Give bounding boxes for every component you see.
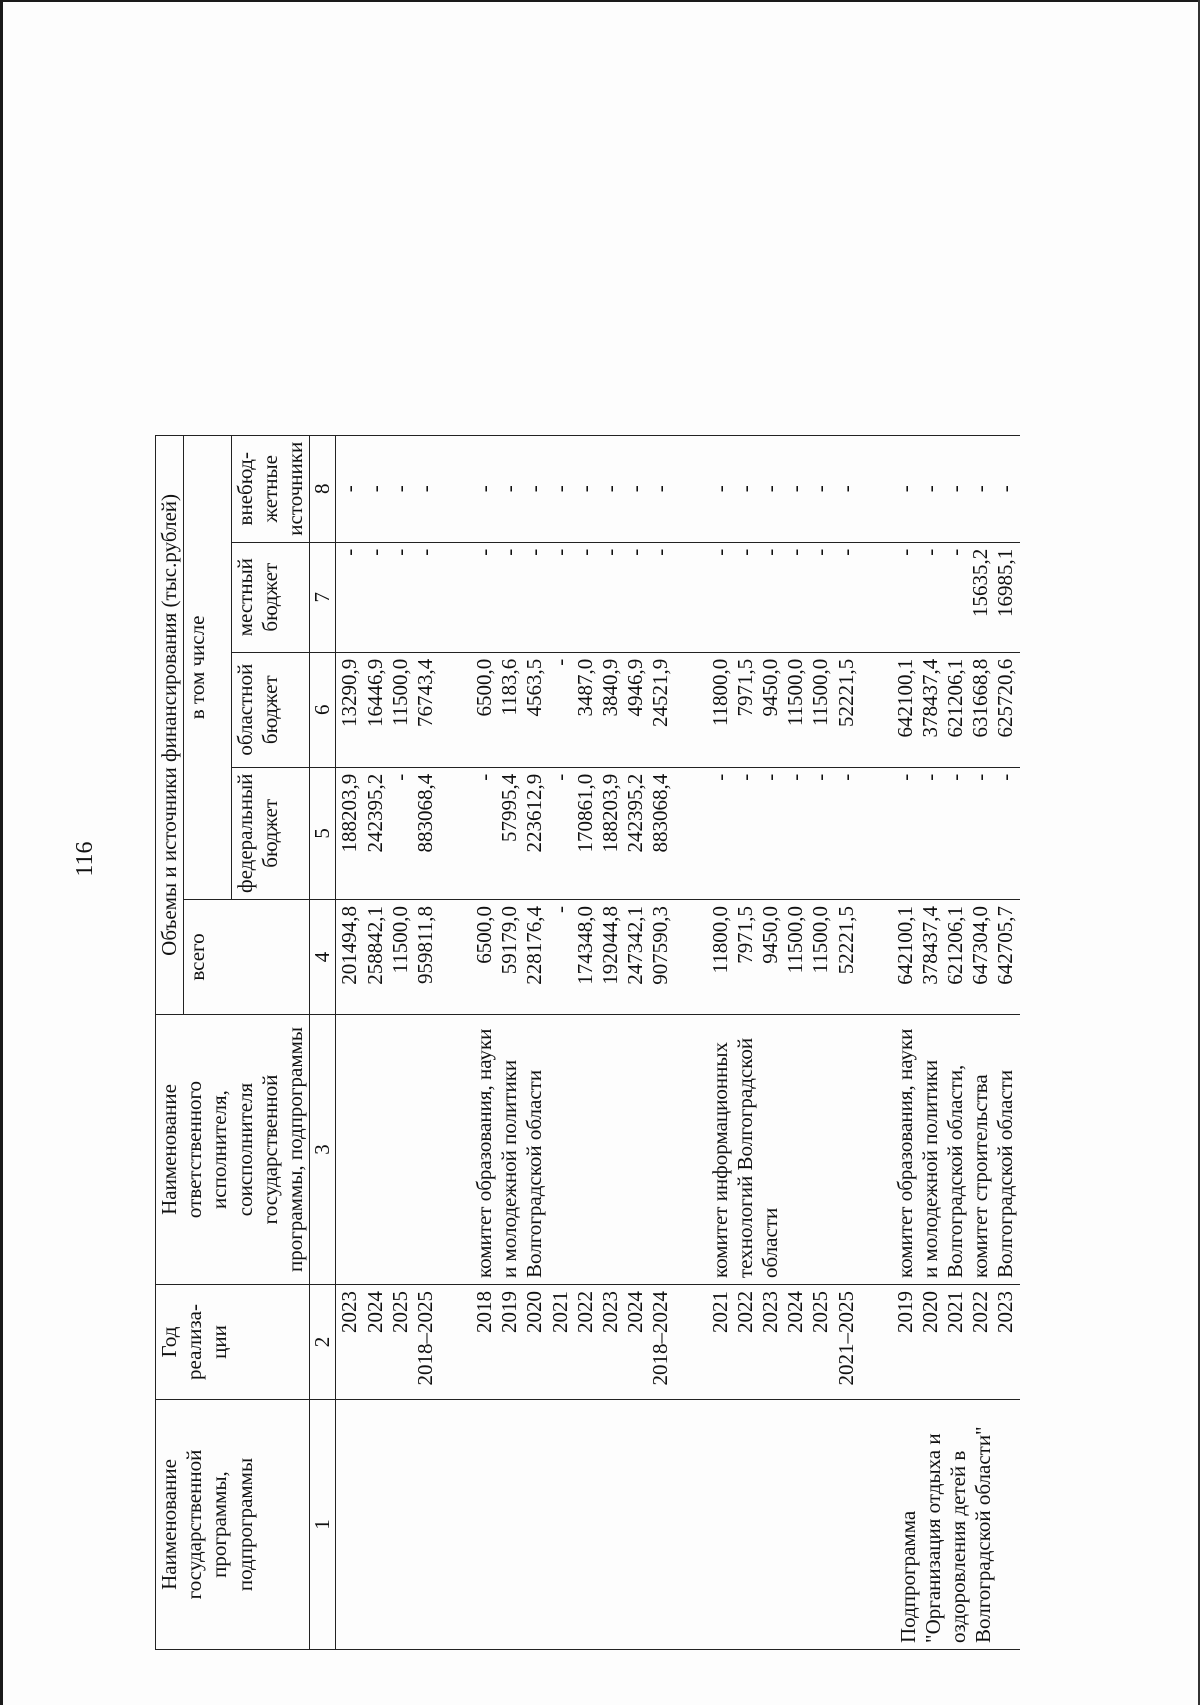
table-row: [336, 435, 439, 1649]
executor-cell: комитет информационных технологий Волгоградской области: [707, 1015, 860, 1285]
extra-cell: - - - - -: [892, 435, 1020, 542]
local-cell: - - - - - - - -: [471, 542, 675, 652]
total-cell: 201494,8 258842,1 11500,0 959811,8: [336, 900, 439, 1015]
federal-cell: - 57995,4 223612,9 - 170861,0 188203,9 242395,2 883068,4: [471, 767, 675, 899]
header-year: Год реализа-ции: [156, 1285, 310, 1400]
header-extra: внебюд-жетные источники: [231, 435, 310, 542]
total-cell: 6500,0 59179,0 228176,4 - 174348,0 192044,8 247342,1 907590,3: [471, 900, 675, 1015]
federal-cell: 188203,9 242395,2 - 883068,4: [336, 767, 439, 899]
program-name-cell: [336, 1400, 439, 1650]
year-cell: 2018 2019 2020 2021 2022 2023 2024 2018–2024: [471, 1285, 675, 1400]
total-cell: 642100,1 378437,4 621206,1 647304,0 642705,7: [892, 900, 1020, 1015]
scan-edge-left: [0, 0, 3, 1705]
financing-table: [155, 435, 1020, 1650]
local-cell: - - - 15635,2 16985,1: [892, 542, 1020, 652]
page-number: 116: [72, 841, 98, 877]
regional-cell: 13290,9 16446,9 11500,0 76743,4: [336, 652, 439, 767]
extra-cell: - - - - - - - -: [471, 435, 675, 542]
table-row: [707, 435, 860, 1649]
header-total: всего: [184, 900, 310, 1015]
column-number: 1: [310, 1400, 336, 1650]
column-number: 8: [310, 435, 336, 542]
year-cell: 2021 2022 2023 2024 2025 2021–2025: [707, 1285, 860, 1400]
federal-cell: - - - - -: [892, 767, 1020, 899]
column-number: 6: [310, 652, 336, 767]
header-regional: областной бюджет: [231, 652, 310, 767]
year-cell: 2023 2024 2025 2018–2025: [336, 1285, 439, 1400]
extra-cell: - - - -: [336, 435, 439, 542]
table-row: [892, 435, 1020, 1649]
header-local: местный бюджет: [231, 542, 310, 652]
column-number: 7: [310, 542, 336, 652]
local-cell: - - - - - -: [707, 542, 860, 652]
header-including: в том числе: [184, 435, 231, 899]
year-cell: 2019 2020 2021 2022 2023: [892, 1285, 1020, 1400]
executor-cell: комитет образования, науки и молодежной политики Волгоградской области: [471, 1015, 675, 1285]
group-spacer: [860, 435, 892, 1649]
header-funding-title: Объемы и источники финансирования (тыс.рублей): [156, 435, 184, 1014]
scan-edge-top: [0, 0, 1200, 2]
rotated-page: [60, 40, 1120, 1680]
column-number: 3: [310, 1015, 336, 1285]
extra-cell: - - - - - -: [707, 435, 860, 542]
regional-cell: 6500,0 1183,6 4563,5 - 3487,0 3840,9 4946,9 24521,9: [471, 652, 675, 767]
column-number: 5: [310, 767, 336, 899]
regional-cell: 642100,1 378437,4 621206,1 631668,8 625720,6: [892, 652, 1020, 767]
program-name-cell: [471, 1400, 675, 1650]
table-row: [471, 435, 675, 1649]
table-body: [336, 435, 1020, 1649]
group-spacer: [675, 435, 707, 1649]
local-cell: - - - -: [336, 542, 439, 652]
federal-cell: - - - - - -: [707, 767, 860, 899]
executor-cell: [336, 1015, 439, 1285]
group-spacer: [439, 435, 471, 1649]
column-number: 4: [310, 900, 336, 1015]
header-executor: Наименование ответственного исполнителя, соисполнителя государственной программы, подпрограммы: [156, 1015, 310, 1285]
regional-cell: 11800,0 7971,5 9450,0 11500,0 11500,0 52221,5: [707, 652, 860, 767]
header-program-name: Наименование государственной программы, подпрограммы: [156, 1400, 310, 1650]
executor-cell: комитет образования, науки и молодежной политики Волгоградской области, комитет строительства Волгоградской области: [892, 1015, 1020, 1285]
header-federal: федеральный бюджет: [231, 767, 310, 899]
program-name-cell: Подпрограмма "Организация отдыха и оздоровления детей в Волгоградской области": [892, 1400, 1020, 1650]
column-number: 2: [310, 1285, 336, 1400]
total-cell: 11800,0 7971,5 9450,0 11500,0 11500,0 52221,5: [707, 900, 860, 1015]
program-name-cell: [707, 1400, 860, 1650]
